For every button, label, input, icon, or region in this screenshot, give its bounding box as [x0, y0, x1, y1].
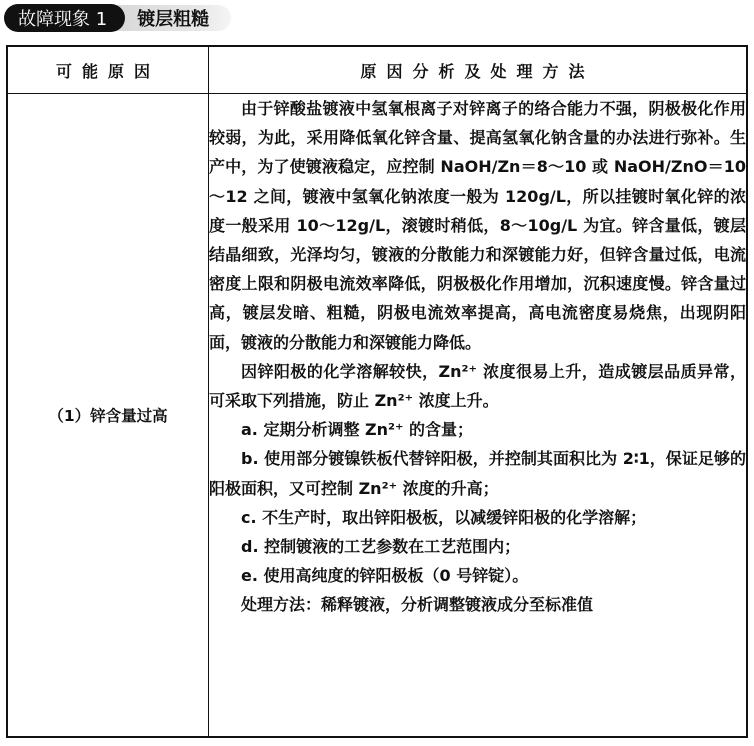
- measure-e: e. 使用高纯度的锌阳极板（0 号锌锭）。: [241, 566, 529, 586]
- measure-b: b. 使用部分镀镍铁板代替锌阳极，并控制其面积比为 2∶1，保证足够的阳极面积，又可控制 Zn²⁺ 浓度的升高；: [209, 449, 746, 498]
- analysis-paragraph-1: 由于锌酸盐镀液中氢氧根离子对锌离子的络合能力不强，阴极极化作用较弱，为此，采用降低氧化锌含量、提高氢氧化钠含量的办法进行弥补。生产中，为了使镀液稳定，应控制 NaOH/Zn＝8～10 或 NaOH/ZnO＝10～12 之间，镀液中氢氧化钠浓度一般为 120g/L，所以挂镀时氧化锌的浓度一般采用 10～12g/L，滚镀时稍低，8～10g/L 为宜。锌含量低，镀层结晶细致，光泽均匀，镀液的分散能力和深镀能力好，但锌含量过低，电流密度上限和阴极电流效率降低，阴极极化作用增加，沉积速度慢。锌含量过高，镀层发暗、粗糙，阴极电流效率提高，高电流密度易烧焦，出现阴阳面，镀液的分散能力和深镀能力降低。: [209, 99, 746, 352]
- analysis-paragraph-2: 因锌阳极的化学溶解较快，Zn²⁺ 浓度很易上升，造成镀层品质异常，可采取下列措施，防止 Zn²⁺ 浓度上升。: [209, 361, 746, 411]
- fault-number-label: 故障现象 1: [4, 4, 125, 32]
- fault-analysis-table: [6, 45, 748, 738]
- analysis-cell: [209, 94, 748, 738]
- fault-title: 镀层粗糙: [113, 5, 231, 31]
- table-row: [7, 94, 747, 738]
- measure-c: c. 不生产时，取出锌阳极板，以减缓锌阳极的化学溶解；: [241, 507, 647, 527]
- fault-banner: [4, 4, 231, 32]
- treatment-method: 处理方法：稀释镀液，分析调整镀液成分至标准值: [241, 595, 594, 615]
- measure-d: d. 控制镀液的工艺参数在工艺范围内；: [241, 537, 521, 557]
- cause-cell: （1）锌含量过高: [7, 94, 209, 738]
- header-analysis-method: 原因分析及处理方法: [209, 46, 748, 94]
- table-header-row: [7, 46, 747, 94]
- measure-a: a. 定期分析调整 Zn²⁺ 的含量；: [241, 420, 474, 440]
- header-possible-cause: 可能原因: [7, 46, 209, 94]
